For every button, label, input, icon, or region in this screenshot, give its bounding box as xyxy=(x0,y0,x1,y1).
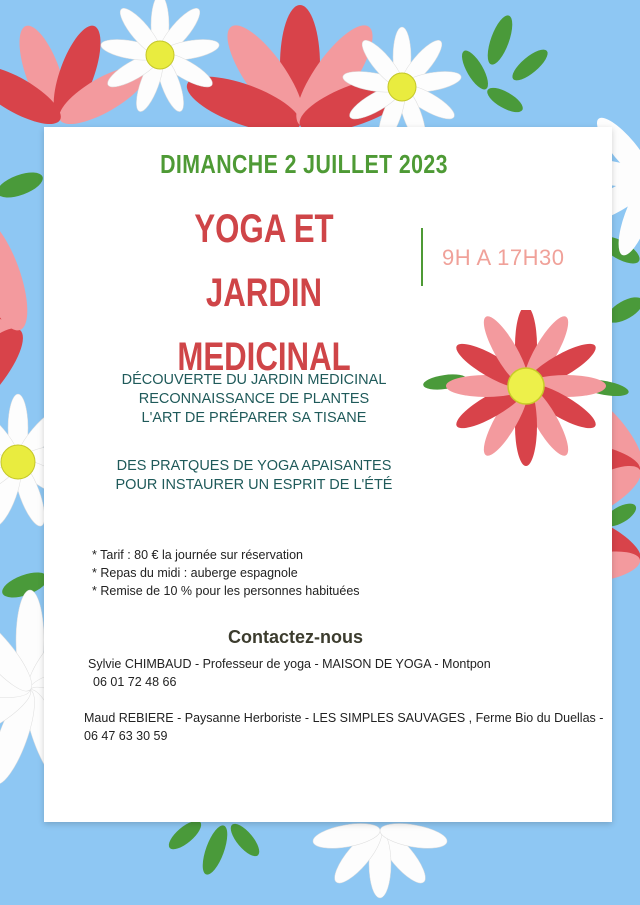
event-date: DIMANCHE 2 JUILLET 2023 xyxy=(160,149,448,179)
details-list xyxy=(92,546,360,600)
description-line: L'ART DE PRÉPARER SA TISANE xyxy=(141,410,367,426)
yoga-description xyxy=(84,457,424,495)
detail-item: * Remise de 10 % pour les personnes habituées xyxy=(92,584,360,598)
description-line: DES PRATQUES DE YOGA APAISANTES xyxy=(116,458,392,474)
contact-title: Contactez-nous xyxy=(228,627,363,647)
description-line: DÉCOUVERTE DU JARDIN MEDICINAL xyxy=(121,372,387,388)
vertical-divider xyxy=(421,228,423,286)
event-hours: 9H A 17H30 xyxy=(442,245,565,270)
event-title-line1: YOGA ET JARDIN xyxy=(194,207,334,315)
event-title-line2: MEDICINAL xyxy=(177,335,351,379)
event-title xyxy=(139,197,389,389)
description-line: RECONNAISSANCE DE PLANTES xyxy=(138,391,370,407)
contact-person-1 xyxy=(88,655,491,691)
detail-item: * Repas du midi : auberge espagnole xyxy=(92,566,298,580)
detail-item: * Tarif : 80 € la journée sur réservation xyxy=(92,548,303,562)
contact-phone-1: 06 01 72 48 66 xyxy=(93,675,177,689)
flower-icon xyxy=(446,310,606,466)
activities-description xyxy=(84,371,424,428)
description-line: POUR INSTAURER UN ESPRIT DE L'ÉTÉ xyxy=(115,477,393,493)
contact-name-1: Sylvie CHIMBAUD - Professeur de yoga - MAISON DE YOGA - Montpon xyxy=(88,657,491,671)
contact-person-2: Maud REBIERE - Paysanne Herboriste - LES SIMPLES SAUVAGES , Ferme Bio du Duellas - 06 47 63 30 59 xyxy=(84,711,604,743)
daisy-bottom xyxy=(311,819,449,898)
red-flower-card xyxy=(420,310,630,470)
event-card xyxy=(44,127,612,822)
